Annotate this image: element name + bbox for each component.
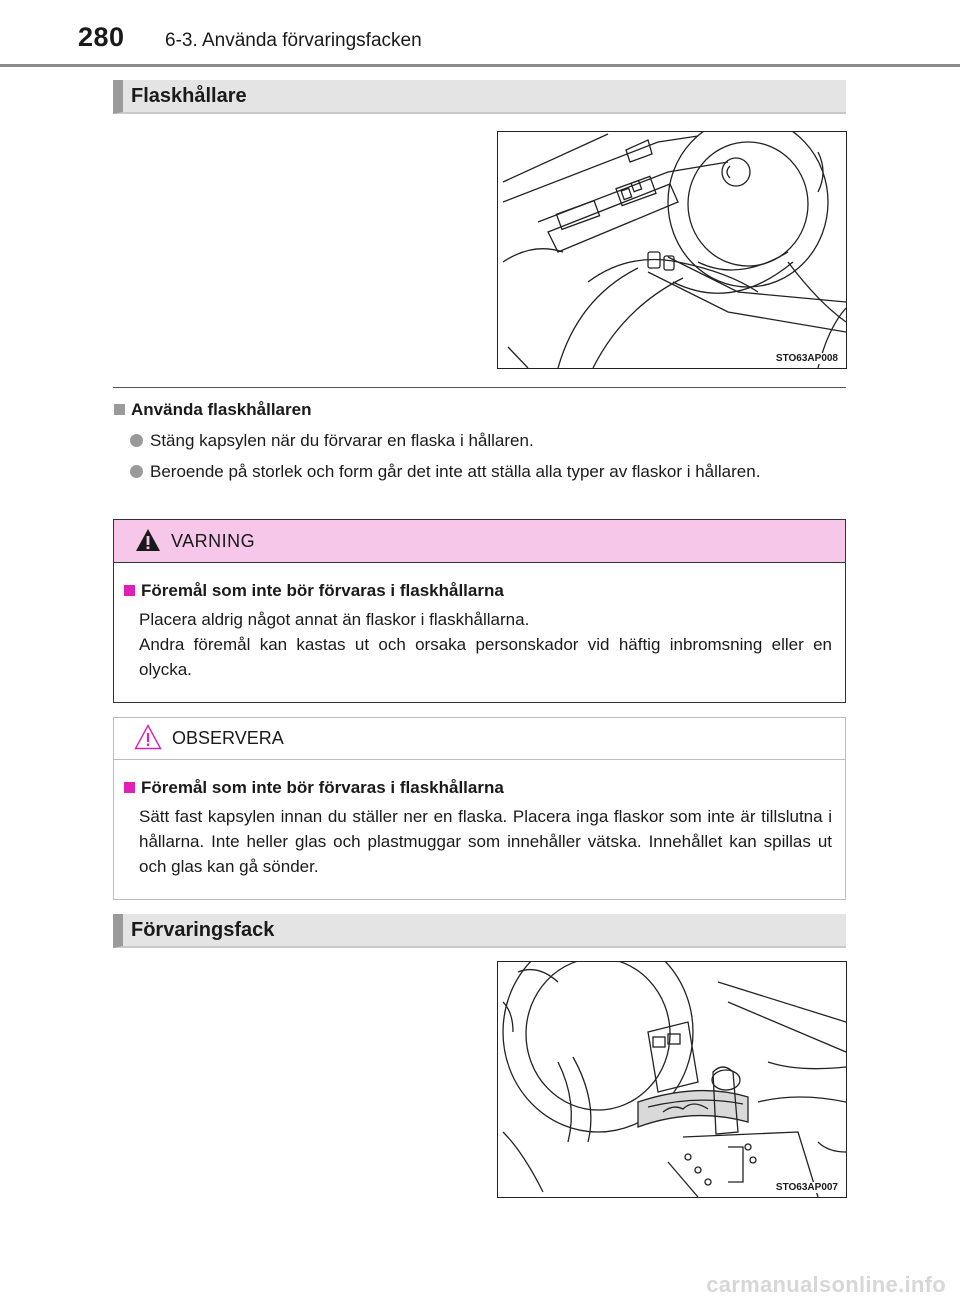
square-bullet-icon	[114, 404, 125, 415]
notice-text: Sätt fast kapsylen innan du ställer ner en flaska. Placera inga flaskor som inte är tillslutna i hållarna. Inte heller glas och plastmuggar som innehåller vätska. Innehållet kan spillas ut och glas kan gå sönder.	[139, 807, 832, 876]
notice-subtitle-text: Föremål som inte bör förvaras i flaskhållarna	[141, 778, 504, 797]
list-item-text: Stäng kapsylen när du förvarar en flaska i hållaren.	[150, 431, 534, 450]
section-divider	[113, 387, 846, 388]
caution-triangle-icon	[134, 724, 162, 750]
warning-text: Placera aldrig något annat än flaskor i flaskhållarna. Andra föremål kan kastas ut och orsaka personskador vid häftig inbromsning eller en olycka.	[139, 610, 832, 679]
chapter-title: 6-3. Använda förvaringsfacken	[165, 30, 422, 51]
usage-subtitle-text: Använda flaskhållaren	[131, 400, 312, 419]
page-number: 280	[78, 22, 125, 52]
square-bullet-icon	[124, 782, 135, 793]
list-item	[130, 428, 846, 453]
illustration-code: STO63AP008	[775, 353, 838, 364]
square-bullet-icon	[124, 585, 135, 596]
warning-label: VARNING	[171, 531, 256, 551]
watermark: carmanualsonline.info	[706, 1272, 946, 1297]
warning-header	[114, 520, 845, 563]
notice-header	[114, 718, 845, 760]
illustration-bottle-holder	[497, 131, 847, 369]
illustration-code: STO63AP007	[775, 1182, 838, 1193]
usage-subtitle	[114, 400, 311, 420]
notice-label: OBSERVERA	[172, 728, 284, 748]
storage-compartment-drawing	[498, 962, 846, 1197]
illustration-storage-compartment	[497, 961, 847, 1198]
section-heading-forvaringsfack: Förvaringsfack	[113, 914, 846, 948]
warning-subtitle-text: Föremål som inte bör förvaras i flaskhållarna	[141, 581, 504, 600]
section-heading-flaskhallare: Flaskhållare	[113, 80, 846, 114]
warning-subtitle	[124, 581, 504, 601]
list-item	[130, 459, 846, 484]
list-item-text: Beroende på storlek och form går det inte att ställa alla typer av flaskor i hållaren.	[150, 462, 761, 481]
notice-subtitle	[124, 778, 504, 798]
bottle-holder-drawing	[498, 132, 846, 368]
warning-triangle-icon	[135, 528, 161, 552]
circle-bullet-icon	[130, 465, 143, 478]
header-divider	[0, 64, 960, 67]
notice-box	[113, 717, 846, 900]
circle-bullet-icon	[130, 434, 143, 447]
warning-box	[113, 519, 846, 703]
